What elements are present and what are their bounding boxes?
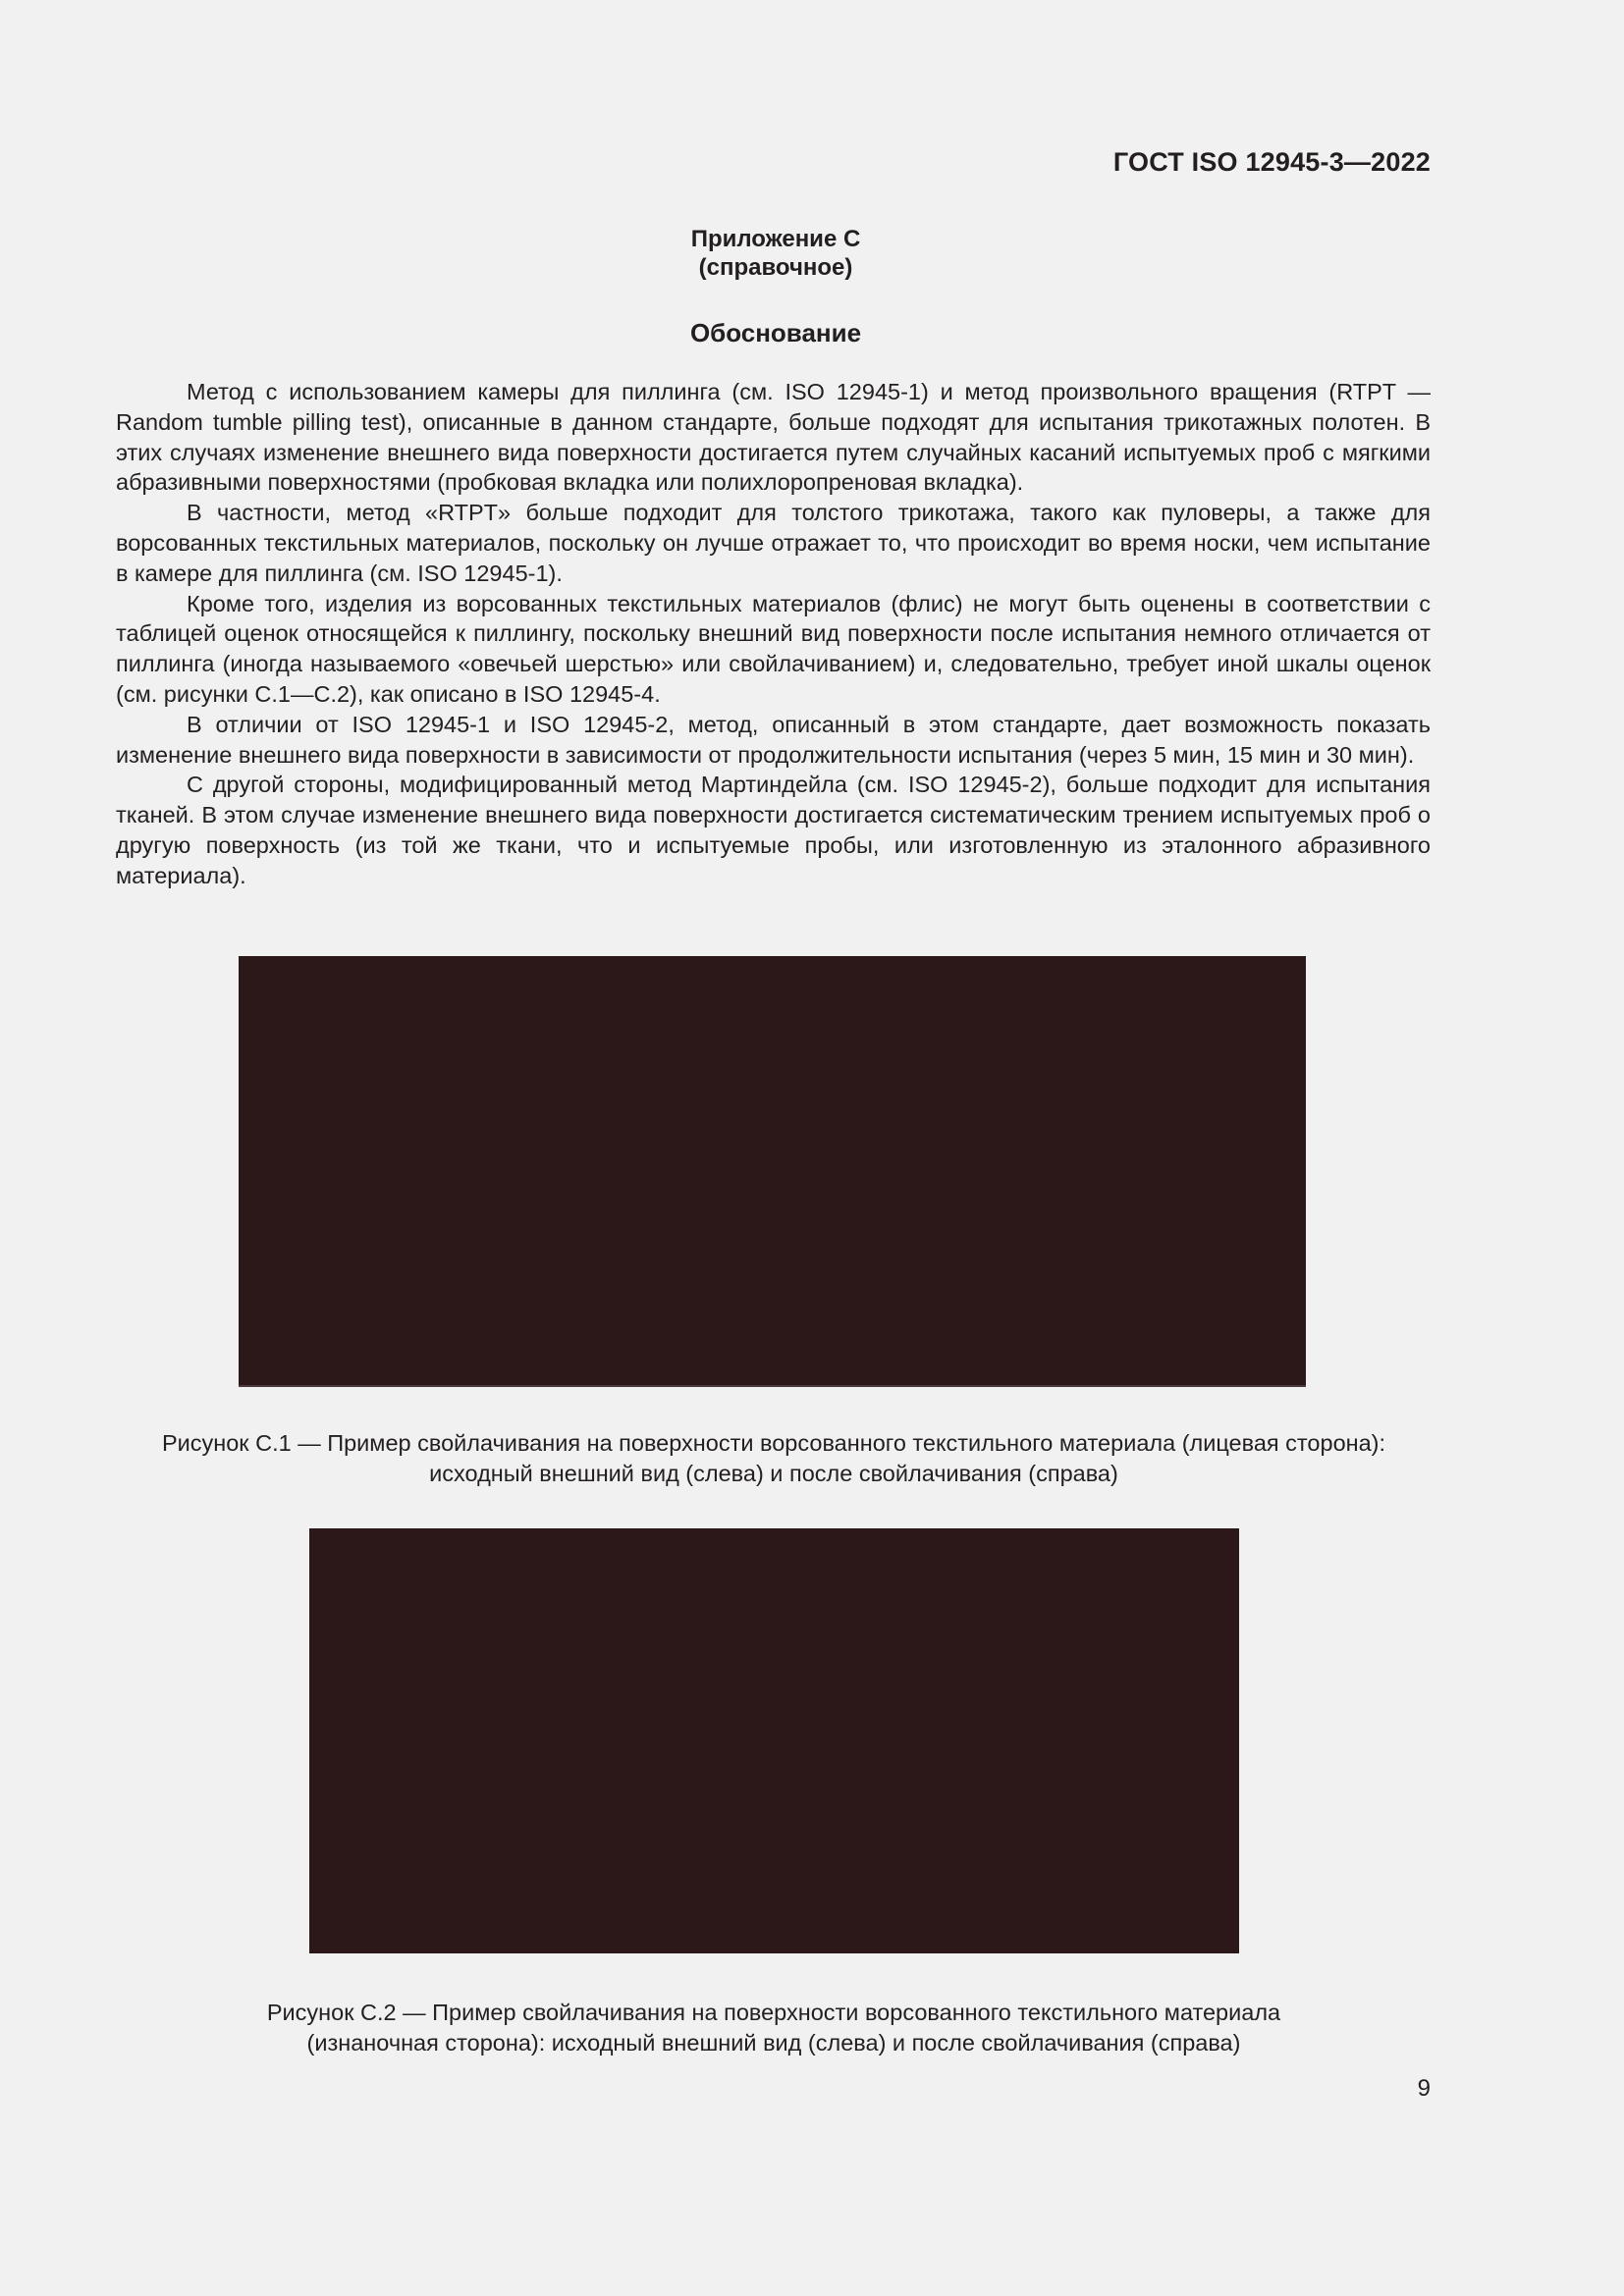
- document-code: ГОСТ ISO 12945-3—2022: [1112, 147, 1431, 177]
- figure-c2-caption: [98, 1998, 1449, 2057]
- caption-line: Рисунок С.1 — Пример свойлачивания на поверхности ворсованного текстильного материала (лицевая сторона):: [161, 1430, 1386, 1456]
- appendix-type: (справочное): [698, 254, 853, 281]
- paragraph: Кроме того, изделия из ворсованных текстильных материалов (флис) не могут быть оценены в соответствии с таблицей оценок относящейся к пиллингу, поскольку внешний вид поверхности после испытания немного отличается от пиллинга (иногда называемого «овечьей шерстью» или свойлачиванием) и, следовательно, требует иной шкалы оценок (см. рисунки С.1—С.2), как описано в ISO 12945-4.: [116, 590, 1431, 707]
- body-text: [116, 377, 1431, 891]
- page-number: 9: [1417, 2075, 1431, 2102]
- caption-line: (изнаночная сторона): исходный внешний вид (слева) и после свойлачивания (справа): [306, 2029, 1241, 2056]
- paragraph: В частности, метод «RTPT» больше подходит для толстого трикотажа, такого как пуловеры, а также для ворсованных текстильных материалов, поскольку он лучше отражает то, что происходит во время носки, чем испытание в камере для пиллинга (см. ISO 12945-1).: [116, 500, 1431, 586]
- paragraph: Метод с использованием камеры для пиллинга (см. ISO 12945-1) и метод произвольного вращения (RTPT — Random tumble pilling test), описанные в данном стандарте, больше подходят для испытания трикотажных полотен. В этих случаях изменение внешнего вида поверхности достигается путем случайных касаний испытуемых проб с мягкими абразивными поверхностями (пробковая вкладка или полихлоропреновая вкладка).: [116, 379, 1431, 496]
- section-title: Обоснование: [689, 318, 862, 347]
- appendix-title: Приложение С: [690, 226, 861, 252]
- figure-c1-image: [239, 956, 1306, 1387]
- caption-line: исходный внешний вид (слева) и после свойлачивания (справа): [429, 1460, 1118, 1486]
- figure-c1-caption: [98, 1428, 1449, 1488]
- caption-line: Рисунок С.2 — Пример свойлачивания на поверхности ворсованного текстильного материала: [266, 2000, 1281, 2025]
- figure-c2-image: [309, 1528, 1239, 1953]
- paragraph: С другой стороны, модифицированный метод Мартиндейла (см. ISO 12945-2), больше подходит для испытания тканей. В этом случае изменение внешнего вида поверхности достигается систематическим трением испытуемых проб о другую поверхность (из той же ткани, что и испытуемые пробы, или изготовленную из эталонного абразивного материала).: [116, 772, 1431, 888]
- appendix-heading: [0, 225, 1551, 282]
- paragraph: В отличии от ISO 12945-1 и ISO 12945-2, метод, описанный в этом стандарте, дает возможность показать изменение внешнего вида поверхности в зависимости от продолжительности испытания (через 5 мин, 15 мин и 30 мин).: [116, 711, 1431, 768]
